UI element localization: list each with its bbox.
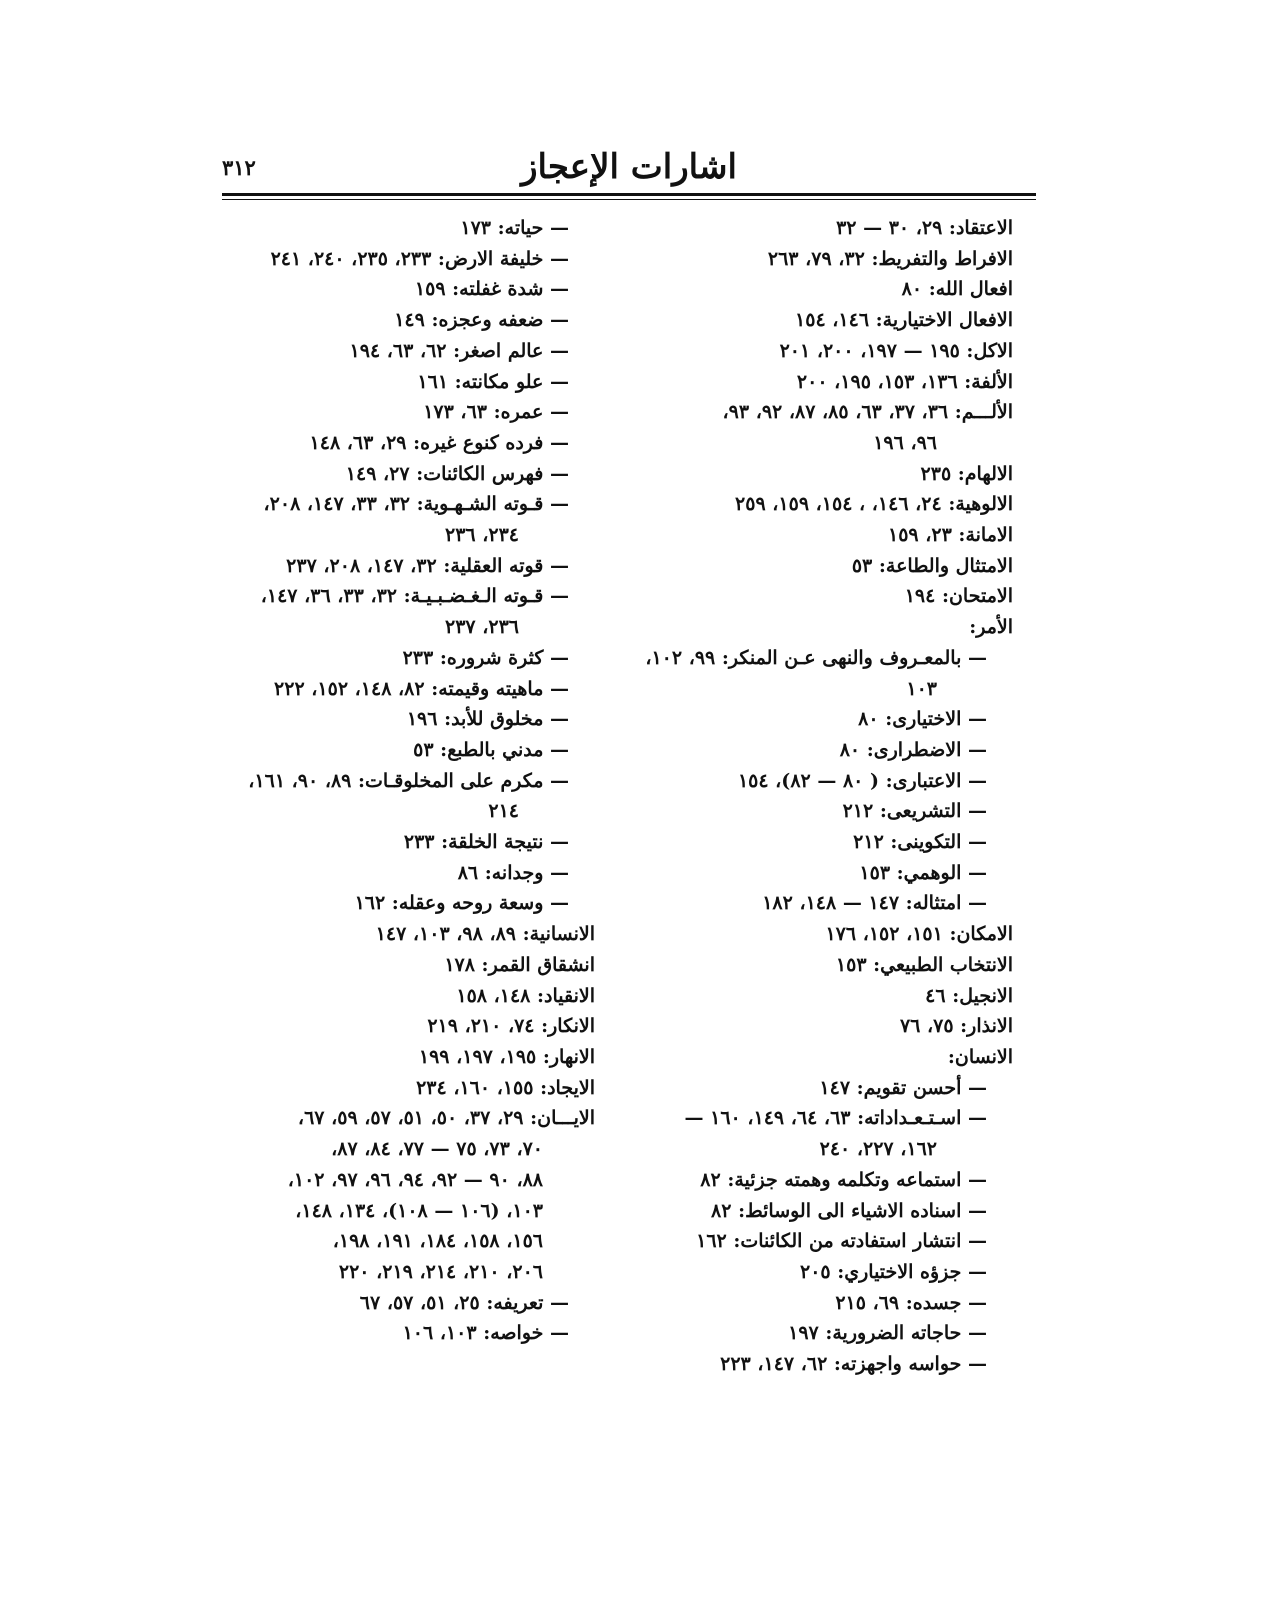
index-entry: — فهرس الكائنات: ٢٧، ١٤٩ — [345, 462, 569, 485]
index-entry: الانكار: ٧٤، ٢١٠، ٢١٩ — [427, 1015, 595, 1038]
index-entry: ٢١٤ — [488, 800, 519, 823]
index-entry: — عالم اصغر: ٦٢، ٦٣، ١٩٤ — [349, 339, 569, 362]
index-entry: ١٠٣، (١٠٦ — ١٠٨)، ١٣٤، ١٤٨، — [295, 1199, 543, 1222]
index-entry: — ضعفه وعجزه: ١٤٩ — [394, 309, 569, 332]
index-entry: — بالمعـروف والنهى عـن المنكر: ٩٩، ١٠٢، — [645, 646, 987, 669]
index-entry: — كثرة شروره: ٢٣٣ — [402, 646, 569, 669]
index-entry: — خليفة الارض: ٢٣٣، ٢٣٥، ٢٤٠، ٢٤١ — [270, 247, 569, 270]
index-entry: — مدني بالطبع: ٥٣ — [413, 738, 569, 761]
index-entry: ١٠٣ — [906, 677, 937, 700]
index-entry: الافعال الاختيارية: ١٤٦، ١٥٤ — [795, 309, 1013, 332]
page-number: ٣١٢ — [222, 155, 256, 180]
index-entry: — انتشار استفادته من الكائنات: ١٦٢ — [696, 1230, 987, 1253]
index-entry: الانسان: — [947, 1045, 1013, 1068]
index-entry: — أحسن تقويم: ١٤٧ — [819, 1076, 987, 1099]
index-entry: الانذار: ٧٥، ٧٦ — [899, 1015, 1013, 1038]
index-entry: — شدة غفلته: ١٥٩ — [414, 278, 569, 301]
index-entry: — اسـتـعـداداته: ٦٣، ٦٤، ١٤٩، ١٦٠ — — [684, 1107, 987, 1130]
index-entry: الأمر: — [969, 616, 1013, 639]
index-entry: — جسده: ٦٩، ٢١٥ — [835, 1291, 987, 1314]
index-entry: — الاضطرارى: ٨٠ — [839, 738, 987, 761]
index-entry: الالوهية: ٢٤، ١٤٦، ، ١٥٤، ١٥٩، ٢٥٩ — [735, 493, 1013, 516]
index-entry: الاعتقاد: ٢٩، ٣٠ — ٣٢ — [836, 217, 1013, 239]
index-entry: — تعريفه: ٢٥، ٥١، ٥٧، ٦٧ — [359, 1291, 569, 1314]
index-entry: الألـــم: ٣٦، ٣٧، ٦٣، ٨٥، ٨٧، ٩٢، ٩٣، — [722, 401, 1013, 424]
index-entry: — الوهمي: ١٥٣ — [859, 861, 987, 884]
index-entry: الايجاد: ١٥٥، ١٦٠، ٢٣٤ — [416, 1076, 595, 1099]
index-entry: — فرده كنوع غيره: ٢٩، ٦٣، ١٤٨ — [309, 431, 569, 454]
index-entry: الألفة: ١٣٦، ١٥٣، ١٩٥، ٢٠٠ — [796, 370, 1013, 393]
index-entry: ٧٠، ٧٣، ٧٥ — ٧٧، ٨٤، ٨٧، — [331, 1138, 543, 1161]
index-entry: ١٦٢، ٢٢٧، ٢٤٠ — [819, 1138, 937, 1161]
index-entry: ٩٦، ١٩٦ — [873, 431, 937, 454]
index-entry: — استماعه وتكلمه وهمته جزئية: ٨٢ — [700, 1168, 987, 1191]
index-entry: الامكان: ١٥١، ١٥٢، ١٧٦ — [825, 923, 1013, 946]
index-entry: ٢٣٤، ٢٣٦ — [445, 524, 519, 547]
index-entry: — قـوته الشـهـوية: ٣٢، ٣٣، ١٤٧، ٢٠٨، — [263, 493, 569, 516]
index-entry: — وسعة روحه وعقله: ١٦٢ — [354, 892, 569, 915]
index-entry: — قوته العقلية: ٣٢، ١٤٧، ٢٠٨، ٢٣٧ — [286, 554, 569, 577]
page-header — [222, 145, 1036, 191]
index-entry: الانجيل: ٤٦ — [925, 984, 1013, 1007]
index-entry: — مخلوق للأبد: ١٩٦ — [406, 708, 569, 731]
index-entry: — قـوته الـغـضـبـيـة: ٣٢، ٣٣، ٣٦، ١٤٧، — [260, 585, 569, 608]
index-entry: الافراط والتفريط: ٣٢، ٧٩، ٢٦٣ — [767, 247, 1013, 270]
index-entry: — التكوينى: ٢١٢ — [853, 831, 987, 854]
index-entry: ٢٣٦، ٢٣٧ — [445, 616, 519, 639]
index-entry: الالهام: ٢٣٥ — [920, 462, 1013, 485]
index-entry: الانتخاب الطبيعي: ١٥٣ — [835, 953, 1013, 976]
index-entry: الامانة: ٢٣، ١٥٩ — [888, 524, 1013, 547]
index-entry: — عمره: ٦٣، ١٧٣ — [423, 401, 569, 424]
index-entry: افعال الله: ٨٠ — [901, 278, 1013, 301]
book-title: اشارات الإعجاز — [521, 147, 737, 187]
index-entry: الامتثال والطاعة: ٥٣ — [851, 554, 1013, 577]
index-column-left — [205, 213, 595, 1349]
index-entry: — مكرم على المخلوقـات: ٨٩، ٩٠، ١٦١، — [248, 769, 569, 792]
index-column-right — [643, 213, 1013, 1380]
index-entry: — حواسه واجهزته: ٦٢، ١٤٧، ٢٢٣ — [720, 1353, 987, 1376]
index-entry: ١٥٦، ١٥٨، ١٨٤، ١٩١، ١٩٨، — [332, 1230, 543, 1253]
index-entry: ٢٠٦، ٢١٠، ٢١٤، ٢١٩، ٢٢٠ — [338, 1260, 543, 1283]
index-entry: — خواصه: ١٠٣، ١٠٦ — [402, 1322, 569, 1345]
header-rule-thin — [222, 199, 1036, 200]
index-entry: — التشريعى: ٢١٢ — [842, 800, 987, 823]
header-rule-thick — [222, 193, 1036, 196]
index-entry: الانهار: ١٩٥، ١٩٧، ١٩٩ — [418, 1045, 595, 1068]
index-entry: — حاجاته الضرورية: ١٩٧ — [788, 1322, 987, 1345]
index-entry: الانسانية: ٨٩، ٩٨، ١٠٣، ١٤٧ — [375, 923, 595, 946]
index-entry: — ماهيته وقيمته: ٨٢، ١٤٨، ١٥٢، ٢٢٢ — [274, 677, 569, 700]
index-entry: — الاختيارى: ٨٠ — [858, 708, 987, 731]
index-entry: — جزؤه الاختياري: ٢٠٥ — [799, 1260, 987, 1283]
index-entry: الايـــان: ٢٩، ٣٧، ٥٠، ٥١، ٥٧، ٥٩، ٦٧، — [297, 1107, 595, 1130]
index-entry: — علو مكانته: ١٦١ — [417, 370, 569, 393]
index-entry: — امتثاله: ١٤٧ — ١٤٨، ١٨٢ — [762, 892, 987, 915]
index-entry: انشقاق القمر: ١٧٨ — [444, 953, 595, 976]
index-entry: — نتيجة الخلقة: ٢٣٣ — [403, 831, 569, 854]
index-entry: — حياته: ١٧٣ — [460, 217, 569, 239]
index-entry: — الاعتبارى: ( ٨٠ — ٨٢)، ١٥٤ — [737, 769, 987, 792]
index-entry: ٨٨، ٩٠ — ٩٢، ٩٤، ٩٦، ٩٧، ١٠٢، — [287, 1168, 543, 1191]
index-entry: — اسناده الاشياء الى الوسائط: ٨٢ — [711, 1199, 987, 1222]
index-entry: — وجدانه: ٨٦ — [457, 861, 569, 884]
index-entry: الامتحان: ١٩٤ — [904, 585, 1013, 608]
index-entry: الانقياد: ١٤٨، ١٥٨ — [456, 984, 595, 1007]
index-entry: الاكل: ١٩٥ — ١٩٧، ٢٠٠، ٢٠١ — [779, 339, 1013, 362]
